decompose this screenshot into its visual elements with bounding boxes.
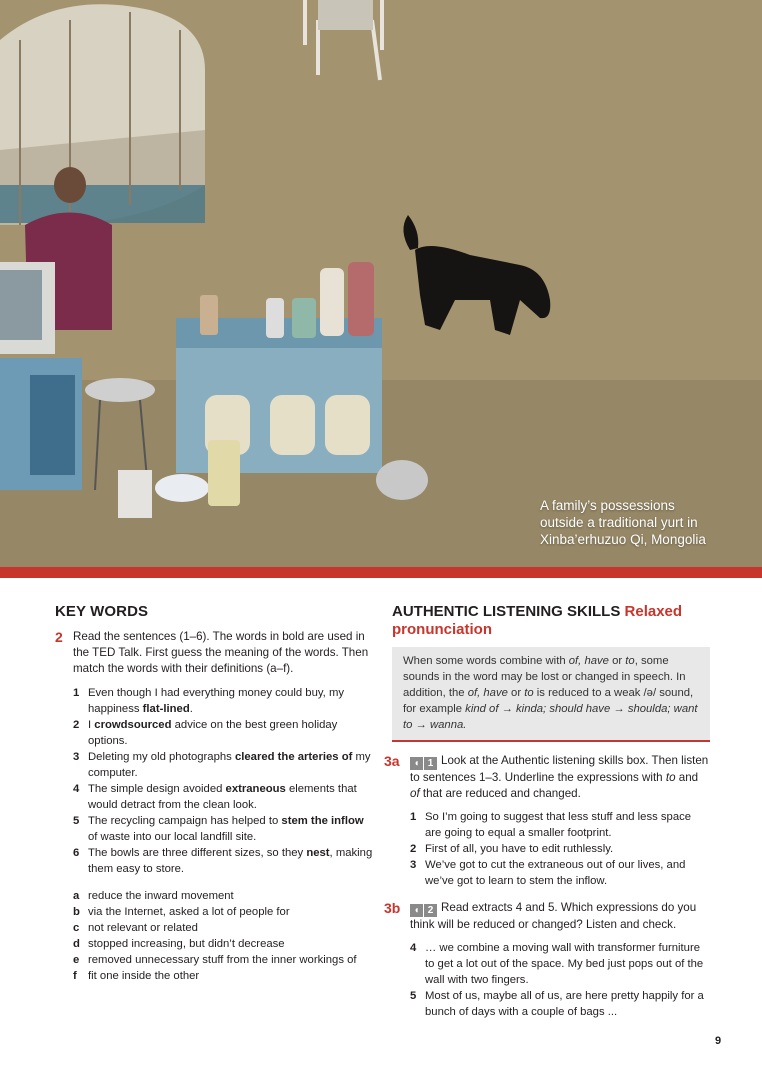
item-text: We’ve got to cut the extraneous out of our lives, and we’ve got to learn to stem the inflow. <box>425 859 686 887</box>
box-italic: of, have <box>467 687 508 699</box>
definition-item <box>73 936 375 952</box>
exercise-code: 3a <box>384 753 400 769</box>
exercise-instruction <box>410 753 710 802</box>
sentence-text: elements that would detract from the clean look. <box>88 783 357 811</box>
definition-letter: a <box>73 890 80 902</box>
definition-item <box>73 888 375 904</box>
item-text: So I’m going to suggest that less stuff and less space are going to equal a smaller footprint. <box>425 811 692 839</box>
track-number: 1 <box>424 757 437 770</box>
list-item <box>410 988 710 1020</box>
item-number: 3 <box>410 859 417 871</box>
sentence-text: The recycling campaign has helped to <box>88 815 282 827</box>
sentence-text: The bowls are three different sizes, so they <box>88 847 307 859</box>
item-number: 6 <box>73 847 80 859</box>
sentence-text: Even though I had everything money could buy, my happiness <box>88 687 345 715</box>
item-number: 5 <box>73 815 80 827</box>
exercise-3a <box>384 753 710 889</box>
listening-heading <box>392 603 710 639</box>
sentence-list <box>73 685 375 877</box>
key-word: cleared the arteries of <box>234 751 353 763</box>
key-word: extraneous <box>225 783 286 795</box>
list-item <box>410 809 710 841</box>
definition-text: via the Internet, asked a lot of people for <box>88 906 290 918</box>
definition-letter: d <box>73 938 80 950</box>
box-italic: to <box>524 687 534 699</box>
item-number: 5 <box>410 990 417 1002</box>
sentence-text: , making them easy to store. <box>88 847 373 875</box>
item-number: 2 <box>410 843 417 855</box>
sentence-item <box>73 845 375 877</box>
definition-letter: b <box>73 906 80 918</box>
definition-item <box>73 968 375 984</box>
sentence-item <box>73 717 375 749</box>
sentence-text: The simple design avoided <box>88 783 226 795</box>
key-words-section <box>55 603 375 984</box>
listening-section <box>384 603 710 1020</box>
list-item <box>410 841 710 857</box>
box-text: is reduced to a weak /ə/ sound, for example <box>403 687 694 715</box>
exercise-3b <box>384 900 710 1020</box>
instruction-text: that are reduced and changed. <box>419 787 581 800</box>
item-number: 1 <box>410 811 417 823</box>
sentence-text: Deleting my old photographs <box>88 751 235 763</box>
exercise-2 <box>55 629 375 677</box>
box-italic: to <box>625 655 635 667</box>
definition-list <box>73 888 375 984</box>
skills-box <box>392 647 710 742</box>
key-word: stem the inflow <box>281 815 364 827</box>
key-words-heading: KEY WORDS <box>55 603 149 620</box>
caption-line-3: Xinba’erhuzuo Qi, Mongolia <box>540 532 706 547</box>
definition-item <box>73 904 375 920</box>
extract-list <box>410 940 710 1020</box>
box-italic: kind of → kinda; should have → shoulda; want to → wanna. <box>403 703 698 731</box>
audio-track-badge[interactable] <box>410 757 437 770</box>
definition-item <box>73 952 375 968</box>
exercise-code: 3b <box>384 900 401 916</box>
instruction-italic: of <box>410 787 420 800</box>
box-italic: of, have <box>568 655 609 667</box>
item-text: … we combine a moving wall with transformer furniture to get a lot out of the space. My bed just pops out of the wall with two fingers. <box>425 942 704 986</box>
item-number: 3 <box>73 751 80 763</box>
key-word: crowdsourced <box>94 719 172 731</box>
instruction-text: Look at the Authentic listening skills box. Then listen to sentences 1–3. Underline the expressions with <box>410 754 709 784</box>
sentence-text: my computer. <box>88 751 371 779</box>
definition-text: removed unnecessary stuff from the inner workings of <box>88 954 357 966</box>
caption-line-1: A family’s possessions <box>540 498 675 513</box>
definition-item <box>73 920 375 936</box>
box-text: or <box>608 655 626 667</box>
item-text: Most of us, maybe all of us, are here pretty happily for a bunch of days with a couple of bags ... <box>425 990 704 1018</box>
audio-icon: ◖ <box>410 757 423 770</box>
list-item <box>410 857 710 889</box>
definition-letter: f <box>73 970 77 982</box>
item-text: First of all, you have to edit ruthlessly. <box>425 843 614 855</box>
item-number: 2 <box>73 719 80 731</box>
list-item <box>410 940 710 988</box>
track-number: 2 <box>424 904 437 917</box>
box-text: or <box>507 687 525 699</box>
definition-text: not relevant or related <box>88 922 198 934</box>
instruction-italic: to <box>665 771 676 784</box>
sentence-text: advice on the best green holiday options. <box>88 719 338 747</box>
sentence-item <box>73 749 375 781</box>
exercise-number: 2 <box>55 629 63 645</box>
key-word: nest <box>306 847 330 859</box>
sentence-text: of waste into our local landfill site. <box>88 831 257 843</box>
sentence-item <box>73 813 375 845</box>
audio-icon: ◖ <box>410 904 423 917</box>
definition-letter: c <box>73 922 80 934</box>
exercise-instruction <box>410 900 710 933</box>
definition-text: fit one inside the other <box>88 970 200 982</box>
sentence-item <box>73 781 375 813</box>
caption-line-2: outside a traditional yurt in <box>540 515 698 530</box>
definition-letter: e <box>73 954 80 966</box>
audio-track-badge[interactable] <box>410 904 437 917</box>
sentence-item <box>73 685 375 717</box>
photo-caption <box>540 497 750 548</box>
heading-subtitle: Relaxed pronunciation <box>392 603 683 638</box>
sentence-text: I <box>88 719 95 731</box>
key-word: flat-lined <box>142 703 190 715</box>
sentence-text: . <box>189 703 193 715</box>
instruction-text: Read extracts 4 and 5. Which expressions do you think will be reduced or changed? Listen and check. <box>410 901 697 931</box>
divider-bar <box>0 567 762 578</box>
box-text: When some words combine with <box>403 655 569 667</box>
item-number: 4 <box>410 942 417 954</box>
heading-bold: AUTHENTIC LISTENING SKILLS <box>392 603 621 620</box>
definition-text: reduce the inward movement <box>88 890 234 902</box>
sentence-list <box>410 809 710 889</box>
instruction-text: and <box>675 771 699 784</box>
box-text: , some sounds in the word may be lost or changed in speech. In addition, the <box>403 655 686 699</box>
exercise-instruction: Read the sentences (1–6). The words in bold are used in the TED Talk. First guess the meaning of the words. Then match the words with their definitions (a–f). <box>73 630 369 675</box>
page-number: 9 <box>715 1035 722 1047</box>
item-number: 4 <box>73 783 80 795</box>
definition-text: stopped increasing, but didn’t decrease <box>88 938 285 950</box>
item-number: 1 <box>73 687 80 699</box>
